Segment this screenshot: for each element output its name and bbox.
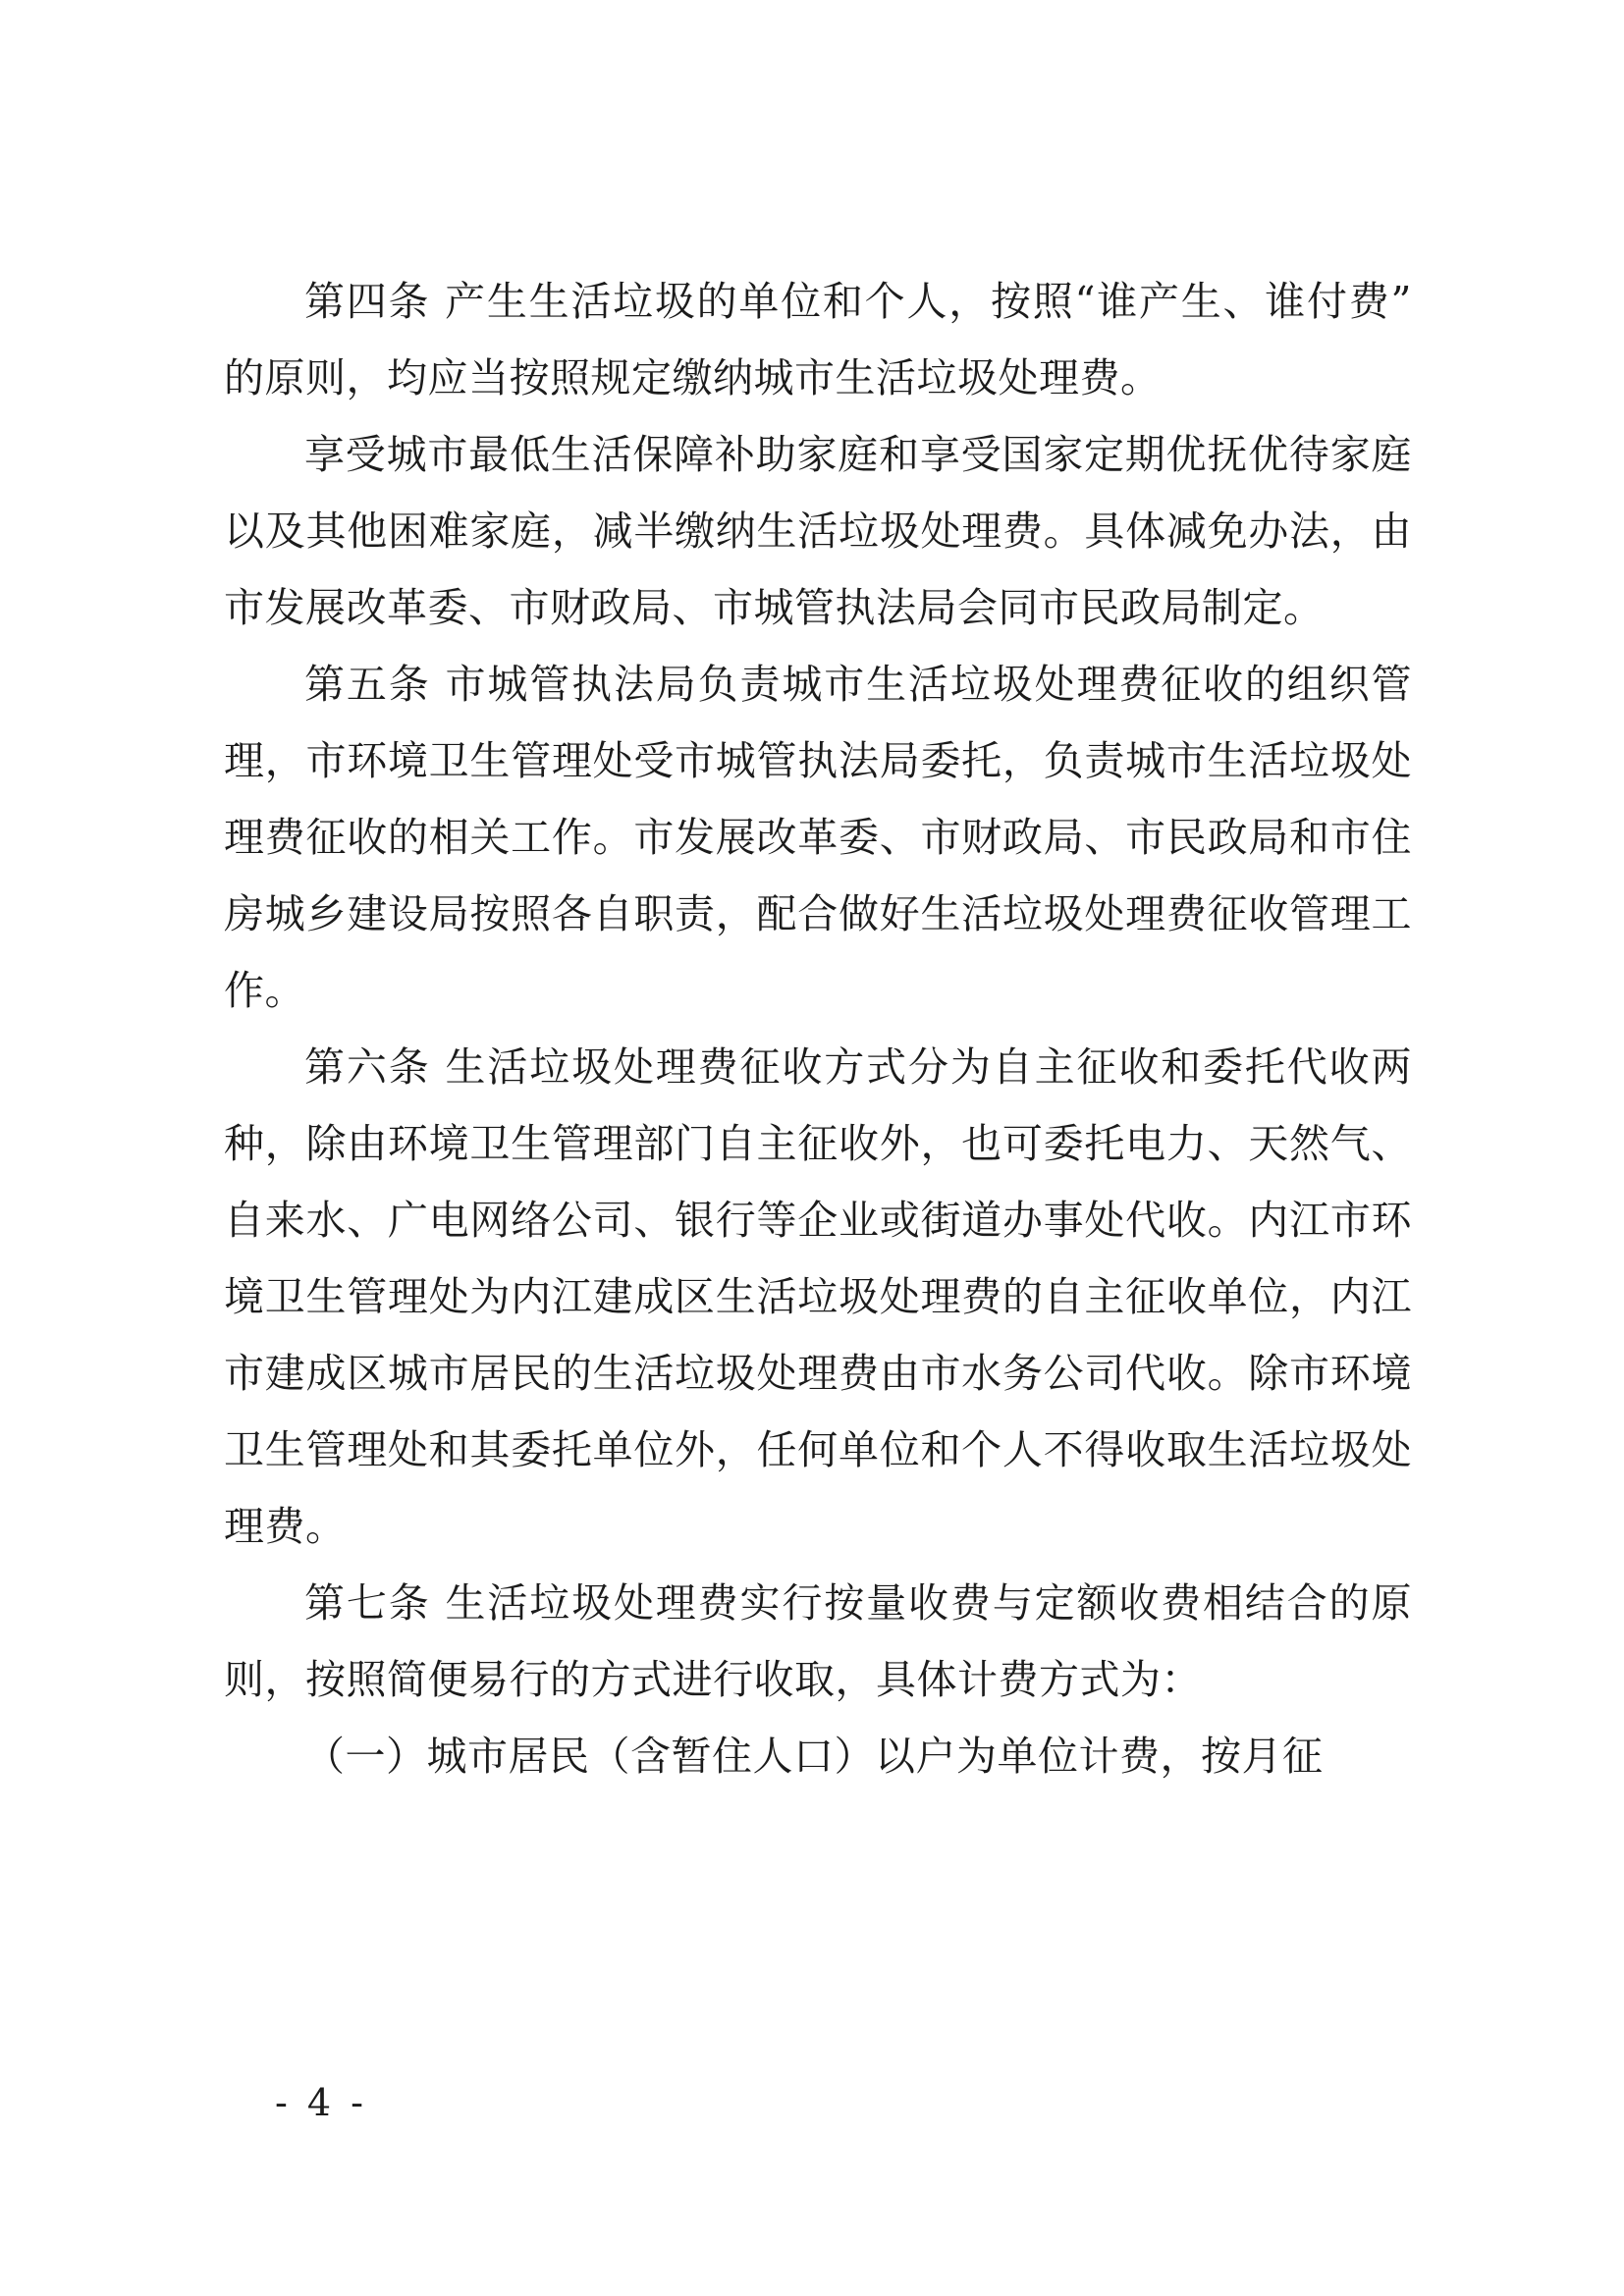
page-number: - 4 - bbox=[274, 2081, 367, 2124]
paragraph-article-4: 第四条 产生生活垃圾的单位和个人，按照“谁产生、谁付费”的原则，均应当按照规定缴纳城市生活垃圾处理费。 bbox=[224, 278, 1412, 401]
paragraph-article-5: 第五条 市城管执法局负责城市生活垃圾处理费征收的组织管理，市环境卫生管理处受市城管执法局委托，负责城市生活垃圾处理费征收的相关工作。市发展改革委、市财政局、市民政局和市住房城乡建设局按照各自职责，配合做好生活垃圾处理费征收管理工作。 bbox=[224, 661, 1412, 1014]
paragraph-article-7: 第七条 生活垃圾处理费实行按量收费与定额收费相结合的原则，按照简便易行的方式进行收取，具体计费方式为： bbox=[224, 1579, 1412, 1703]
paragraph-article-6: 第六条 生活垃圾处理费征收方式分为自主征收和委托代收两种，除由环境卫生管理部门自主征收外，也可委托电力、天然气、自来水、广电网络公司、银行等企业或街道办事处代收。内江市环境卫生管理处为内江建成区生活垃圾处理费的自主征收单位，内江市建成区城市居民的生活垃圾处理费由市水务公司代收。除市环境卫生管理处和其委托单位外，任何单位和个人不得收取生活垃圾处理费。 bbox=[224, 1043, 1412, 1550]
paragraph-item-1: （一）城市居民（含暂住人口）以户为单位计费，按月征 bbox=[304, 1733, 1324, 1780]
paragraph-subsidy: 享受城市最低生活保障补助家庭和享受国家定期优抚优待家庭以及其他困难家庭，减半缴纳生活垃圾处理费。具体减免办法，由市发展改革委、市财政局、市城管执法局会同市民政局制定。 bbox=[224, 431, 1412, 631]
document-body bbox=[224, 263, 1412, 1794]
page-footer bbox=[0, 2081, 1624, 2124]
